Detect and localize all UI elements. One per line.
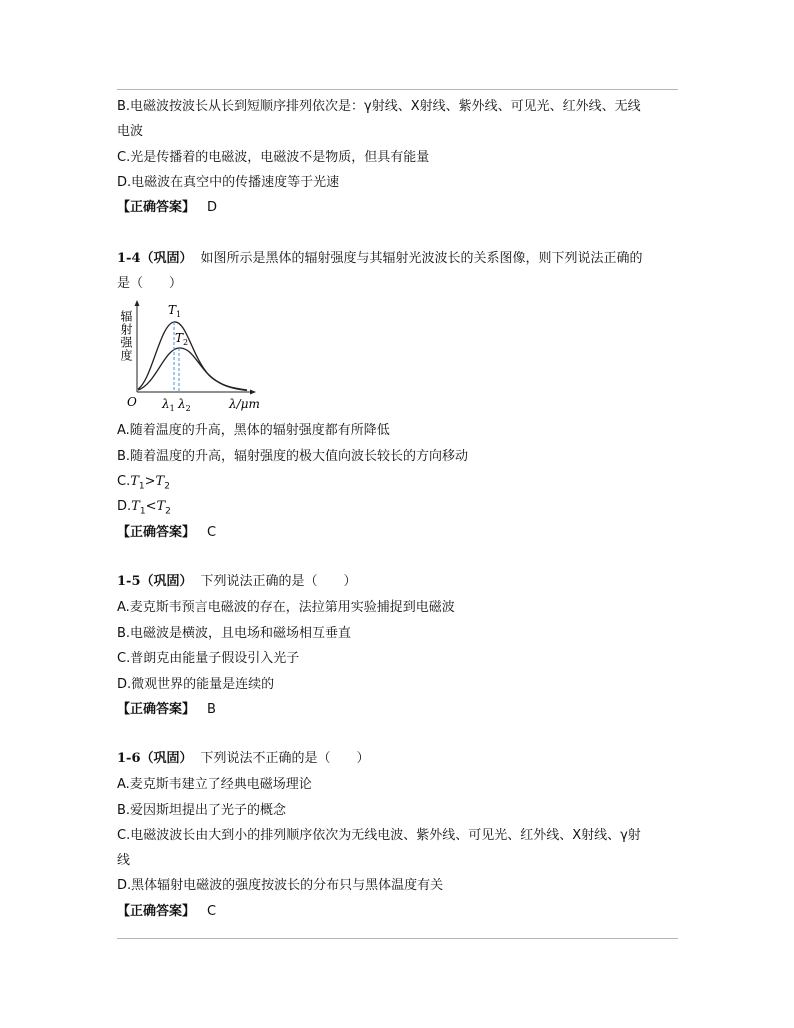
origin-label: O	[127, 395, 137, 409]
q5-option-c: C.普朗克由能量子假设引入光子	[117, 651, 300, 666]
label-t2: $T_2$	[175, 331, 189, 347]
question-number: 1-5	[117, 574, 141, 589]
q3-option-c: C.光是传播着的电磁波，电磁波不是物质，但具有能量	[117, 150, 430, 165]
q5-option-b: B.电磁波是横波，且电场和磁场相互垂直	[117, 626, 352, 641]
q5-stem	[117, 573, 357, 591]
question-stem: 下列说法不正确的是（ ）	[200, 751, 370, 766]
q4-option-d: $D.T_1<T_2$	[117, 499, 171, 517]
answer-value: C	[207, 525, 217, 540]
answer-label: 【正确答案】	[117, 904, 196, 919]
question-stem: 下列说法正确的是（ ）	[200, 574, 357, 589]
blackbody-radiation-figure	[112, 296, 272, 414]
answer-label: 【正确答案】	[117, 200, 196, 215]
answer-label: 【正确答案】	[117, 702, 196, 717]
top-divider	[117, 89, 678, 90]
q6-option-c-line1: C.电磁波波长由大到小的排列顺序依次为无线电波、紫外线、可见光、红外线、X射线、γ射	[117, 828, 641, 843]
q4-option-b: B.随着温度的升高，辐射强度的极大值向波长较长的方向移动	[117, 449, 469, 464]
figure-xlabel: λ/μm	[229, 397, 260, 411]
curve-t2	[138, 348, 247, 391]
q3-option-b-line1: B.电磁波按波长从长到短顺序排列依次是：γ射线、X射线、紫外线、可见光、红外线、无线	[117, 99, 641, 114]
answer-value: D	[207, 200, 218, 215]
x-axis-arrow	[250, 390, 256, 395]
question-number: 1-4	[117, 251, 141, 266]
question-stem: 如图所示是黑体的辐射强度与其辐射光波波长的关系图像，则下列说法正确的	[200, 251, 643, 266]
answer-value: C	[207, 904, 217, 919]
answer-value: B	[207, 702, 216, 717]
label-t1: $T_1$	[168, 303, 182, 319]
question-tag: （巩固）	[140, 574, 193, 589]
q3-answer	[117, 199, 217, 217]
q3-option-d: D.电磁波在真空中的传播速度等于光速	[117, 175, 340, 190]
question-tag: （巩固）	[140, 751, 193, 766]
answer-label: 【正确答案】	[117, 525, 196, 540]
q5-answer	[117, 701, 216, 719]
q4-option-c: $C.T_1>T_2$	[117, 474, 170, 492]
q6-option-b: B.爱因斯坦提出了光子的概念	[117, 803, 287, 818]
q4-stem-line1	[117, 250, 643, 268]
q6-option-a: A.麦克斯韦建立了经典电磁场理论	[117, 777, 312, 792]
q5-option-a: A.麦克斯韦预言电磁波的存在，法拉第用实验捕捉到电磁波	[117, 600, 455, 615]
y-axis-arrow	[135, 300, 140, 306]
question-tag: （巩固）	[140, 251, 193, 266]
bottom-divider	[117, 938, 678, 939]
label-lambda2: $\lambda_2$	[178, 397, 191, 413]
q4-stem-line2: 是（ ）	[117, 276, 183, 291]
label-lambda1: $\lambda_1$	[162, 397, 175, 413]
question-number: 1-6	[117, 751, 141, 766]
q6-answer	[117, 903, 216, 921]
q6-option-d: D.黑体辐射电磁波的强度按波长的分布只与黑体温度有关	[117, 878, 444, 893]
q4-option-a: A.随着温度的升高，黑体的辐射强度都有所降低	[117, 423, 390, 438]
q6-stem	[117, 750, 370, 768]
q5-option-d: D.微观世界的能量是连续的	[117, 677, 275, 692]
q6-option-c-line2: 线	[117, 853, 131, 868]
figure-ylabel: 辐射强度	[119, 310, 133, 362]
q3-option-b-line2: 电波	[117, 124, 144, 139]
q4-answer	[117, 524, 216, 542]
